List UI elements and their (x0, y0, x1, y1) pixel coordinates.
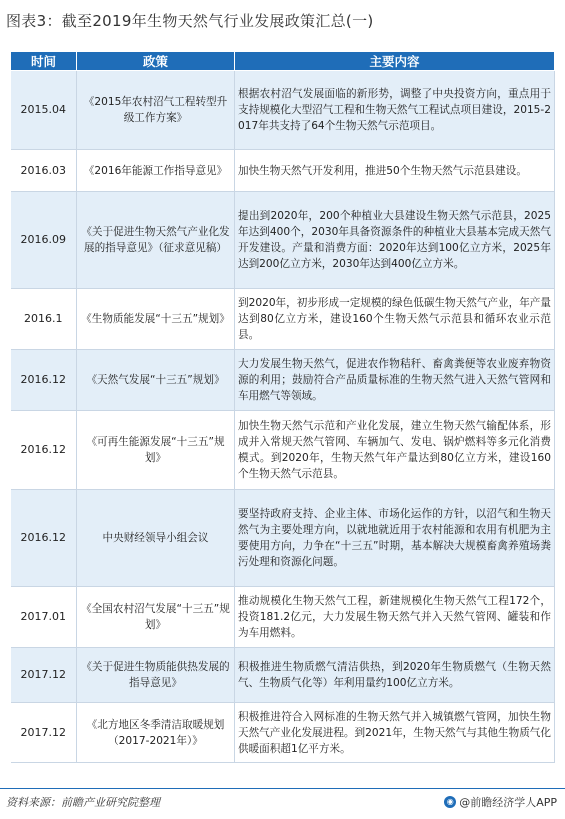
table-header-row (11, 52, 555, 71)
cell-content: 大力发展生物天然气，促进农作物秸秆、畜禽粪便等农业废弃物资源的利用；鼓励符合产品质量标准的生物天然气进入天然气管网和车用燃气等领域。 (235, 350, 555, 411)
cell-policy: 《关于促进生物质能供热发展的指导意见》 (77, 648, 235, 703)
table-row (11, 192, 555, 289)
table-row (11, 150, 555, 192)
cell-content: 推动规模化生物天然气工程，新建规模化生物天然气工程172个，投资181.2亿元，大力发展生物天然气并入天然气管网、罐装和作为车用燃料。 (235, 587, 555, 648)
header-time: 时间 (11, 52, 77, 71)
table-row (11, 350, 555, 411)
cell-policy: 《全国农村沼气发展“十三五”规划》 (77, 587, 235, 648)
cell-policy: 《生物质能发展“十三五”规划》 (77, 289, 235, 350)
cell-time: 2016.12 (11, 411, 77, 490)
cell-time: 2016.1 (11, 289, 77, 350)
cell-content: 积极推进生物质燃气清洁供热，到2020年生物质燃气（生物天然气、生物质气化等）年利用量约100亿立方米。 (235, 648, 555, 703)
cell-content: 积极推进符合入网标准的生物天然气并入城镇燃气管网，加快生物天然气产业化发展进程。到2021年，生物天然气与其他生物质气化供暖面积超1亿平方米。 (235, 703, 555, 763)
cell-content: 到2020年，初步形成一定规模的绿色低碳生物天然气产业，年产量达到80亿立方米，建设160个生物天然气示范县和循环农业示范县。 (235, 289, 555, 350)
table-row (11, 289, 555, 350)
source-note: 资料来源：前瞻产业研究院整理 (6, 796, 160, 809)
footer-divider (0, 788, 565, 789)
cell-time: 2017.01 (11, 587, 77, 648)
brand-credit (444, 794, 557, 810)
cell-content: 加快生物天然气开发利用，推进50个生物天然气示范县建设。 (235, 150, 555, 192)
header-content: 主要内容 (235, 52, 555, 71)
table-row (11, 587, 555, 648)
cell-content: 要坚持政府支持、企业主体、市场化运作的方针，以沼气和生物天然气为主要处理方向，以就地就近用于农村能源和农用有机肥为主要使用方向，力争在“十三五”时期，基本解决大规模畜禽养殖场粪污处理和资源化问题。 (235, 490, 555, 587)
cell-content: 加快生物天然气示范和产业化发展，建立生物天然气输配体系，形成并入常规天然气管网、车辆加气、发电、锅炉燃料等多元化消费模式。到2020年，生物天然气年产量达到80亿立方米，建设160个生物天然气示范县。 (235, 411, 555, 490)
cell-time: 2016.09 (11, 192, 77, 289)
cell-policy: 中央财经领导小组会议 (77, 490, 235, 587)
cell-policy: 《关于促进生物天然气产业化发展的指导意见》（征求意见稿） (77, 192, 235, 289)
qianzhan-logo-icon: ◉ (444, 796, 456, 808)
cell-policy: 《可再生能源发展“十三五”规划》 (77, 411, 235, 490)
table-row (11, 648, 555, 703)
policy-table (10, 51, 555, 763)
table-row (11, 71, 555, 150)
cell-time: 2016.12 (11, 350, 77, 411)
header-policy: 政策 (77, 52, 235, 71)
cell-time: 2017.12 (11, 703, 77, 763)
cell-time: 2016.12 (11, 490, 77, 587)
cell-time: 2016.03 (11, 150, 77, 192)
table-row (11, 490, 555, 587)
brand-text: @前瞻经济学人APP (459, 796, 557, 809)
cell-policy: 《2016年能源工作指导意见》 (77, 150, 235, 192)
cell-policy: 《北方地区冬季清洁取暖规划（2017-2021年）》 (77, 703, 235, 763)
table-row (11, 411, 555, 490)
cell-content: 根据农村沼气发展面临的新形势，调整了中央投资方向，重点用于支持规模化大型沼气工程和生物天然气工程试点项目建设，2015-2017年共支持了64个生物天然气示范项目。 (235, 71, 555, 150)
table-row (11, 703, 555, 763)
chart-title: 图表3：截至2019年生物天然气行业发展政策汇总(一) (6, 12, 374, 30)
cell-time: 2017.12 (11, 648, 77, 703)
cell-time: 2015.04 (11, 71, 77, 150)
cell-policy: 《天然气发展“十三五”规划》 (77, 350, 235, 411)
cell-content: 提出到2020年，200个种植业大县建设生物天然气示范县，2025年达到400个，2030年具备资源条件的种植业大县基本完成天然气开发建设。产量和消费方面：2020年达到100亿立方米，2025年达到200亿立方米，2030年达到400亿立方米。 (235, 192, 555, 289)
cell-policy: 《2015年农村沼气工程转型升级工作方案》 (77, 71, 235, 150)
